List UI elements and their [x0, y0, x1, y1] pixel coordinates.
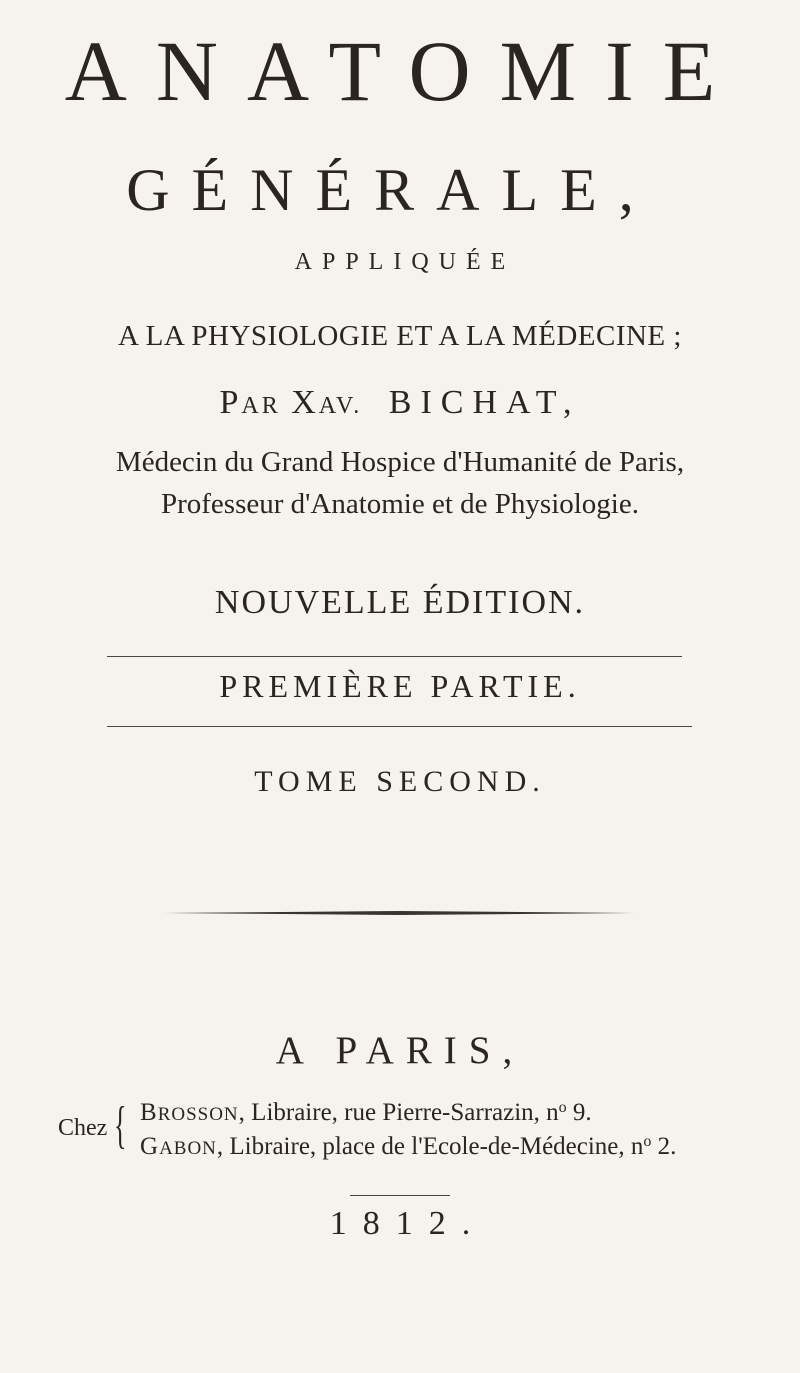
title-anatomie: ANATOMIE: [64, 23, 745, 119]
publisher-1-sup: o: [558, 1099, 567, 1116]
imprint-city: A PARIS,: [275, 1029, 525, 1072]
imprint-block: [58, 1096, 778, 1176]
publisher-1-initial: B: [140, 1099, 158, 1126]
title-subject: A LA PHYSIOLOGIE ET A LA MÉDECINE ;: [118, 320, 682, 352]
divider-rule: [107, 726, 692, 727]
publisher-1-number: 9.: [566, 1099, 592, 1126]
ornamental-rule: [164, 911, 634, 915]
imprint-chez: Chez: [58, 1115, 108, 1141]
volume-label: TOME SECOND.: [254, 765, 546, 798]
credentials-line-2: Professeur d'Anatomie et de Physiologie.: [160, 488, 639, 520]
divider-rule: [350, 1195, 450, 1196]
author-line: [0, 386, 800, 420]
title-generale: GÉNÉRALE,: [126, 157, 656, 223]
part-label: PREMIÈRE PARTIE.: [219, 668, 581, 704]
publisher-2-number: 2.: [651, 1133, 677, 1160]
title-appliquee: APPLIQUÉE: [294, 249, 516, 275]
publisher-line-1: [140, 1100, 592, 1125]
author-prefix-rest: AR: [241, 393, 281, 419]
publisher-2-sup: o: [643, 1133, 652, 1150]
publisher-2-initial: G: [140, 1133, 160, 1160]
credentials-line-1: Médecin du Grand Hospice d'Humanité de Paris,: [115, 446, 685, 478]
publisher-1-name: ROSSON: [157, 1104, 239, 1125]
author-given-rest: AV.: [318, 393, 363, 419]
author-surname: BICHAT,: [388, 384, 581, 421]
publisher-line-2: [140, 1134, 676, 1159]
publication-year: 1812.: [329, 1205, 487, 1242]
author-prefix: P: [219, 384, 242, 421]
publisher-1-details: , Libraire, rue Pierre-Sarrazin, n: [238, 1099, 559, 1126]
publisher-2-details: , Libraire, place de l'Ecole-de-Médecine, n: [216, 1133, 644, 1160]
edition-label: NOUVELLE ÉDITION.: [214, 584, 586, 621]
publisher-2-name: ABON: [159, 1138, 217, 1159]
divider-rule: [107, 656, 682, 657]
brace-glyph: {: [114, 1097, 127, 1154]
author-given-initial: X: [291, 384, 319, 421]
